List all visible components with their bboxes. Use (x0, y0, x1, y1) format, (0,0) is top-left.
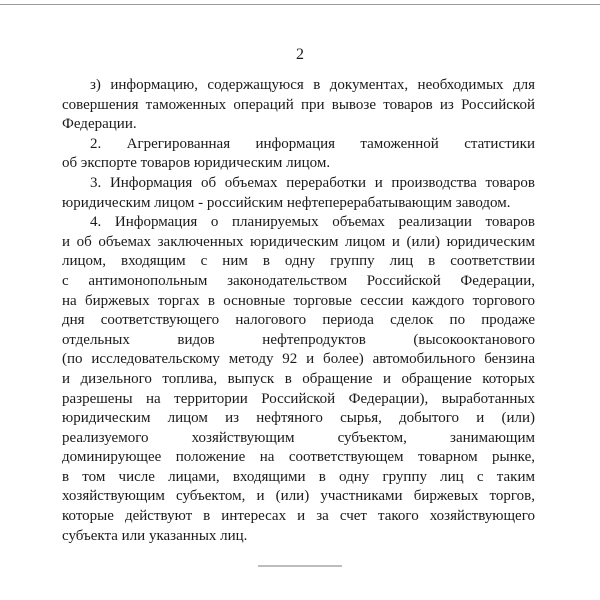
text-line: отдельных видов нефтепродуктов (высокооктанового (62, 331, 535, 348)
text-line: совершения таможенных операций при вывозе товаров из Российской (62, 96, 535, 113)
text-line: лицом, входящим с ним в одну группу лиц в соответствии (62, 253, 535, 270)
text-line: в том числе лицами, входящими в одну группу лиц с таким (62, 468, 535, 485)
text-line: юридическим лицом из нефтяного сырья, добытого и (или) (62, 410, 535, 427)
top-border (0, 4, 600, 5)
text-line: об экспорте товаров юридическим лицом. (62, 155, 331, 172)
text-line: (по исследовательскому методу 92 и более) автомобильного бензина (62, 351, 535, 368)
text-line: реализуемого хозяйствующим субъектом, занимающим (62, 429, 535, 446)
text-line: которые действуют в интересах и за счет такого хозяйствующего (62, 508, 535, 525)
text-line: з) информацию, содержащуюся в документах, необходимых для (90, 77, 535, 93)
text-line: разрешены на территории Российской Федерации), выработанных (62, 390, 535, 407)
text-line: и об объемах заключенных юридическим лицом и (или) юридическим (62, 233, 535, 250)
document-body (62, 76, 535, 546)
text-line: и дизельного топлива, выпуск в обращение и обращение которых (62, 370, 535, 387)
text-line: Федерации. (62, 116, 137, 133)
text-line: 3. Информация об объемах переработки и производства товаров (90, 174, 535, 191)
footer-mark (258, 565, 342, 567)
text-line: хозяйствующим субъектом, и (или) участниками биржевых торгов, (62, 488, 535, 505)
text-line: 4. Информация о планируемых объемах реализации товаров (90, 214, 535, 231)
text-line: на биржевых торгах в основные торговые сессии каждого торгового (62, 292, 535, 309)
text-line: доминирующее положение на соответствующем товарном рынке, (62, 449, 535, 466)
text-line: юридическим лицом - российским нефтеперерабатывающим заводом. (62, 194, 511, 211)
text-line: 2. Агрегированная информация таможенной статистики (90, 135, 535, 152)
text-line: с антимонопольным законодательством Российской Федерации, (62, 272, 535, 289)
text-line: субъекта или указанных лиц. (62, 527, 248, 544)
text-line: дня соответствующего налогового периода сделок по продаже (62, 312, 535, 329)
page-number: 2 (296, 46, 304, 63)
